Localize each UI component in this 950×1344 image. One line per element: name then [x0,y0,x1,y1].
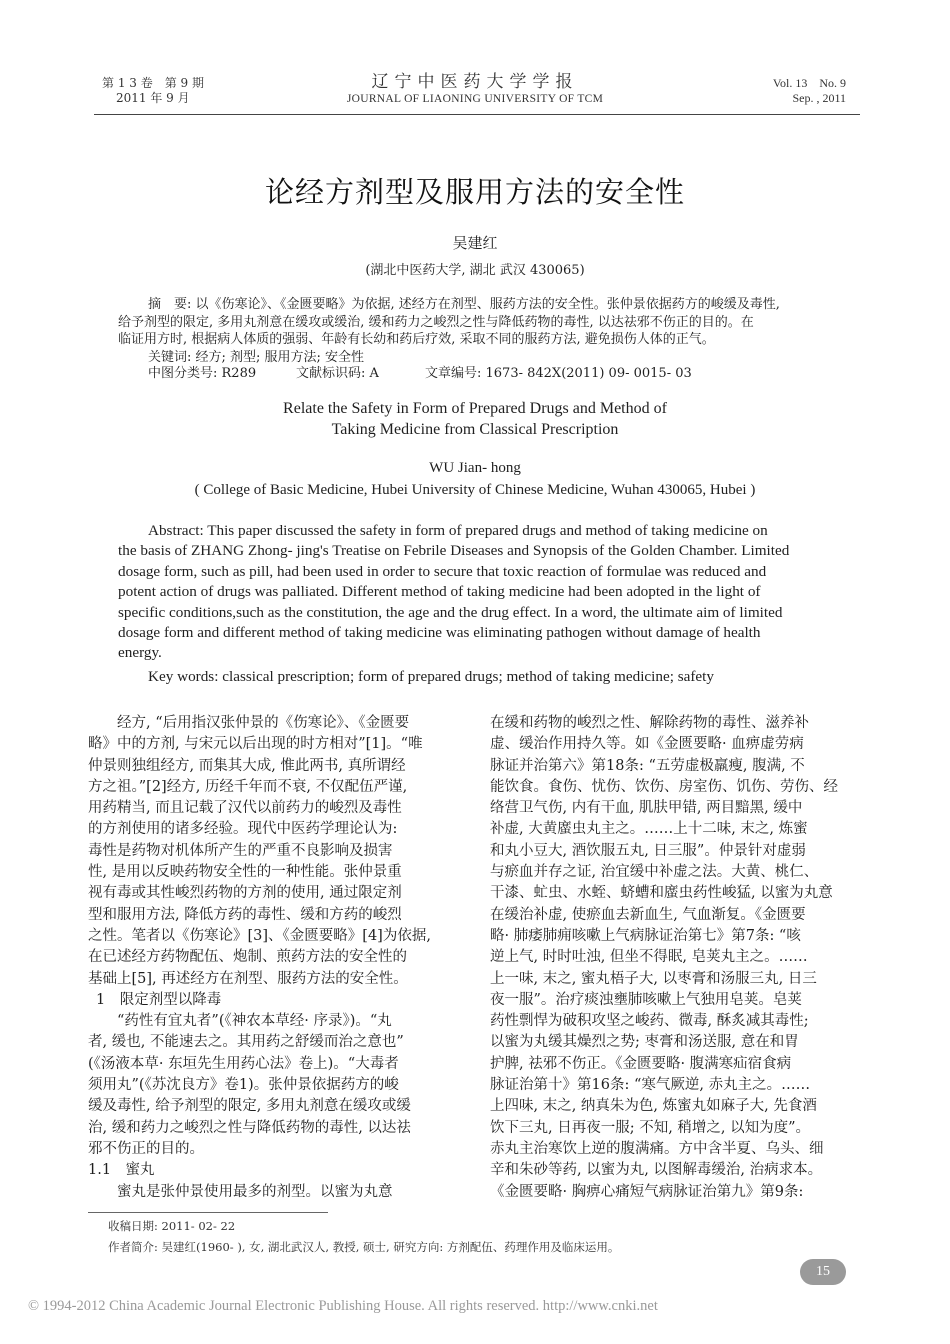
volume-number: Vol. 13 No. 9 [772,76,846,90]
body-line: 在缓治补虚, 使瘀血去新血生, 气血渐复。《金匮要 [490,906,806,923]
body-line: 用药精当, 而且记载了汉代以前药力的峻烈及毒性 [88,800,402,817]
english-abstract-line: specific conditions,such as the constitution, the age and the drug effect. In a word, the ultimate aim of limited [118,603,783,621]
english-abstract-line: Abstract: This paper discussed the safety in form of prepared drugs and method of taking medicine on [148,522,768,539]
section-heading: 1 限定剂型以降毒 [96,991,222,1008]
body-line: 略》中的方剂, 与宋元以后出现的时方相对”[1]。“唯 [88,736,423,753]
body-line: 与瘀血并存之证, 治宜缓中补虚之法。大黄、桃仁、 [490,864,819,881]
body-line: 辛和朱砂等药, 以蜜为丸, 以图解毒缓治, 治病求本。 [490,1162,823,1179]
author-bio: 作者简介: 吴建红(1960- ), 女, 湖北武汉人, 教授, 硕士, 研究方向: 方剂配伍、药理作用及临床运用。 [108,1240,620,1254]
issue-date: 2011 年 9 月 [116,91,190,105]
body-line: 视有毒或其性峻烈药物的方剂的使用, 通过限定剂 [88,885,402,902]
copyright-notice: © 1994-2012 China Academic Journal Electronic Publishing House. All rights reserved. http://www.cnki.net [28,1298,658,1314]
issue-info [98,76,204,106]
body-line: 者, 缓也, 不能速去之。其用药之舒缓而治之意也” [88,1034,404,1051]
english-abstract-line: energy. [118,644,162,662]
body-line: 方之祖。”[2]经方, 历经千年而不衰, 不仅配伍严谨, [88,778,408,795]
body-line: 上一味, 末之, 蜜丸梧子大, 以枣膏和汤服三丸, 日三 [490,970,817,987]
body-line: 赤丸主治寒饮上逆的腹满痛。方中含半夏、乌头、细 [490,1140,824,1157]
body-column-right [490,713,860,1203]
body-line: 毒性是药物对机体所产生的严重不良影响及损害 [88,842,393,859]
english-title-line: Taking Medicine from Classical Prescription [331,421,619,438]
english-title [0,398,950,440]
body-line: 基础上[5], 再述经方在剂型、服药方法的安全性。 [88,970,408,987]
body-line: 以蜜为丸缓其燥烈之势; 枣膏和汤送服, 意在和胃 [490,1034,799,1051]
body-line: 在缓和药物的峻烈之性、解除药物的毒性、滋养补 [490,715,809,731]
body-line: 干漆、虻虫、水蛭、蛴螬和䗪虫药性峻猛, 以蜜为丸意 [490,885,833,902]
footnote-rule [88,1212,328,1213]
body-line: 饮下三丸, 日再夜一服; 不知, 稍增之, 以知为度”。 [490,1119,811,1136]
english-abstract [118,521,834,664]
abstract-line: 摘 要: 以《伤寒论》、《金匮要略》为依据, 述经方在剂型、服药方法的安全性。张仲景依据药方的峻缓及毒性, [148,297,780,312]
body-line: 护脾, 祛邪不伤正。《金匮要略· 腹满寒疝宿食病 [490,1055,792,1072]
body-line: 蜜丸是张仲景使用最多的剂型。以蜜为丸意 [88,1183,393,1200]
english-title-line: Relate the Safety in Form of Prepared Drugs and Method of [283,400,667,417]
body-column-left [88,713,458,1203]
volume-date: Sep. , 2011 [792,91,846,105]
received-date: 收稿日期: 2011- 02- 22 [108,1219,236,1233]
body-line: 缓及毒性, 给予剂型的限定, 多用丸剂意在缓攻或缓 [88,1098,411,1115]
subsection-heading: 1.1 蜜丸 [88,1162,155,1179]
body-line: 之性。笔者以《伤寒论》[3]、《金匮要略》[4]为依据, [88,927,431,944]
body-line: 上四味, 末之, 纳真朱为色, 炼蜜丸如麻子大, 先食酒 [490,1098,817,1115]
body-line: 和丸小豆大, 酒饮服五丸, 日三服”。仲景针对虚弱 [490,842,806,859]
article-author: 吴建红 [452,234,498,252]
header-rule [94,114,860,115]
chinese-keywords: 关键词: 经方; 剂型; 服用方法; 安全性 [148,350,365,365]
page-number: 15 [800,1259,846,1285]
journal-name-zh: 辽宁中医药大学学报 [371,72,579,92]
body-line: 治, 缓和药力之峻烈之性与降低药物的毒性, 以达祛 [88,1119,411,1136]
clc-number: 中图分类号: R289 [148,366,257,381]
body-line: 夜一服”。治疗痰浊壅肺咳嗽上气独用皂荚。皂荚 [490,991,802,1008]
body-line: 须用丸”(《苏沈良方》卷1)。张仲景依据药方的峻 [88,1077,399,1094]
english-affiliation: ( College of Basic Medicine, Hubei University of Chinese Medicine, Wuhan 430065, Hubei ) [194,482,756,498]
body-line: 脉证并治第六》第18条: “五劳虚极羸瘦, 腹满, 不 [490,757,805,774]
issue-volume: 第 1 3 卷 第 9 期 [102,76,204,90]
body-line: 仲景则独组经方, 而集其大成, 惟此两书, 真所谓经 [88,757,406,774]
abstract-line: 给予剂型的限定, 多用丸剂意在缓攻或缓治, 缓和药力之峻烈之性与降低药物的毒性, 以达祛邪不伤正的目的。在 [118,314,754,330]
english-keywords: Key words: classical prescription; form of prepared drugs; method of taking medicine; safety [148,668,714,685]
body-line: 经方, “后用指汉张仲景的《伤寒论》、《金匮要 [88,715,410,731]
body-line: “药性有宜丸者”(《神农本草经· 序录》)。“丸 [88,1013,392,1030]
english-abstract-line: potent action of drugs was palliated. Different method of taking medicine had been adopted in the light of [118,583,761,601]
body-line: 略· 肺痿肺痈咳嗽上气病脉证治第七》第7条: “咳 [490,927,801,944]
body-line: 在已述经方药物配伍、炮制、煎药方法的安全性的 [88,949,407,966]
chinese-abstract [118,296,838,349]
english-abstract-line: dosage form, such as pill, had been used in order to secure that toxic reaction of formulae was reduced and [118,562,767,580]
english-abstract-line: dosage form and different method of taking medicine was eliminating pathogen without damage of health [118,624,761,642]
body-line: 虚、缓治作用持久等。如《金匮要略· 血痹虚劳病 [490,736,804,753]
english-abstract-line: the basis of ZHANG Zhong- jing's Treatise on Febrile Diseases and Synopsis of the Golden Chamber. Limited [118,542,790,560]
article-number: 文章编号: 1673- 842X(2011) 09- 0015- 03 [425,366,692,381]
volume-info [773,76,846,106]
body-line: 逆上气, 时时吐浊, 但坐不得眠, 皂荚丸主之。…… [490,949,808,966]
body-line: (《汤液本草· 东垣先生用药心法》卷上)。“大毒者 [88,1055,399,1072]
journal-name-en: JOURNAL OF LIAONING UNIVERSITY OF TCM [346,93,604,105]
body-line: 补虚, 大黄䗪虫丸主之。……上十二味, 末之, 炼蜜 [490,821,808,838]
document-code: 文献标识码: A [296,366,379,381]
journal-name [250,72,700,107]
body-line: 型和服用方法, 降低方药的毒性、缓和方药的峻烈 [88,906,402,923]
body-line: 的方剂使用的诸多经验。现代中医药学理论认为: [88,821,398,838]
body-line: 《金匮要略· 胸痹心痛短气病脉证治第九》第9条: [490,1183,804,1200]
body-line: 药性剽悍为破积攻坚之峻药、微毒, 酥炙减其毒性; [490,1013,809,1030]
article-title: 论经方剂型及服用方法的安全性 [264,175,685,209]
body-line: 络营卫气伤, 内有干血, 肌肤甲错, 两目黯黑, 缓中 [490,800,803,817]
body-line: 能饮食。食伤、忧伤、饮伤、房室伤、饥伤、劳伤、经 [490,778,838,795]
abstract-line: 临证用方时, 根据病人体质的强弱、年龄有长幼和药后疗效, 采取不同的服药方法, 避免损伤人体的正气。 [118,332,715,347]
body-line: 脉证治第十》第16条: “寒气厥逆, 赤丸主之。…… [490,1077,811,1094]
body-line: 性, 是用以反映药物安全性的一种性能。张仲景重 [88,864,402,881]
article-affiliation: (湖北中医药大学, 湖北 武汉 430065) [365,263,585,278]
body-line: 邪不伤正的目的。 [88,1140,204,1157]
english-author: WU Jian- hong [429,460,521,476]
